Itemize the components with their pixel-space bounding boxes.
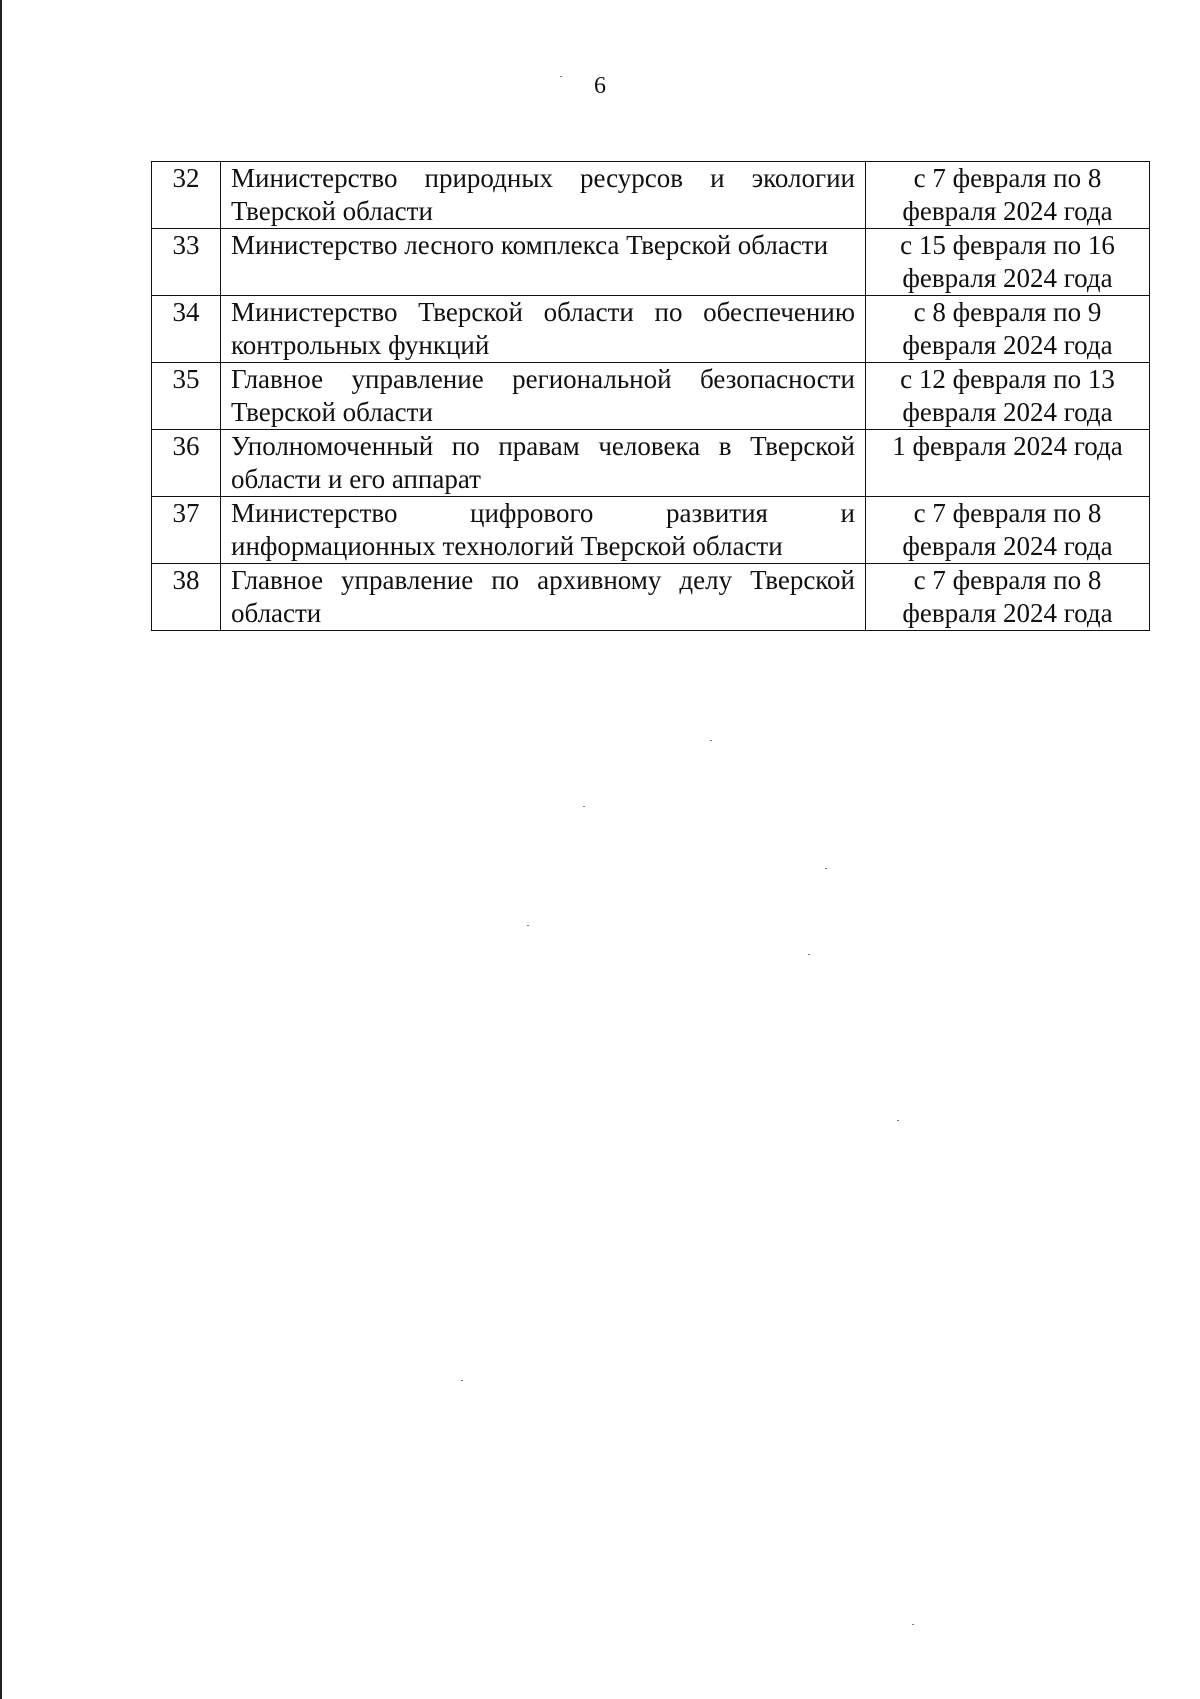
row-number: 32: [152, 162, 221, 229]
inspection-period: с 7 февраля по 8 февраля 2024 года: [866, 564, 1150, 631]
inspection-period: с 12 февраля по 13 февраля 2024 года: [866, 363, 1150, 430]
row-number: 33: [152, 229, 221, 296]
table-row: [152, 162, 1150, 229]
organization-name: Уполномоченный по правам человека в Тверской области и его аппарат: [221, 430, 866, 497]
organization-name: Министерство Тверской области по обеспечению контрольных функций: [221, 296, 866, 363]
page-number: 6: [594, 73, 606, 99]
inspection-period: 1 февраля 2024 года: [866, 430, 1150, 497]
scan-speck: [527, 925, 529, 926]
scan-speck: [560, 76, 562, 77]
inspection-period: с 8 февраля по 9 февраля 2024 года: [866, 296, 1150, 363]
organization-name: Главное управление региональной безопасности Тверской области: [221, 363, 866, 430]
scan-speck: [461, 1380, 463, 1381]
scan-speck: [808, 954, 810, 955]
table-row: [152, 430, 1150, 497]
table-row: [152, 229, 1150, 296]
inspection-period: с 15 февраля по 16 февраля 2024 года: [866, 229, 1150, 296]
row-number: 35: [152, 363, 221, 430]
table-row: [152, 296, 1150, 363]
inspection-period: с 7 февраля по 8 февраля 2024 года: [866, 162, 1150, 229]
scan-speck: [912, 1624, 914, 1625]
organization-name: Министерство цифрового развития и информационных технологий Тверской области: [221, 497, 866, 564]
table-row: [152, 564, 1150, 631]
row-number: 37: [152, 497, 221, 564]
scan-speck: [897, 1120, 899, 1121]
organization-name: Главное управление по архивному делу Тверской области: [221, 564, 866, 631]
inspection-schedule-table: [151, 161, 1150, 631]
scan-speck: [710, 740, 712, 741]
scan-left-edge: [0, 0, 2, 1699]
scan-speck: [825, 868, 827, 869]
organization-name: Министерство природных ресурсов и экологии Тверской области: [221, 162, 866, 229]
organization-name: Министерство лесного комплекса Тверской области: [221, 229, 866, 296]
row-number: 36: [152, 430, 221, 497]
row-number: 38: [152, 564, 221, 631]
inspection-period: с 7 февраля по 8 февраля 2024 года: [866, 497, 1150, 564]
scan-speck: [583, 806, 585, 807]
row-number: 34: [152, 296, 221, 363]
table-row: [152, 497, 1150, 564]
table-row: [152, 363, 1150, 430]
